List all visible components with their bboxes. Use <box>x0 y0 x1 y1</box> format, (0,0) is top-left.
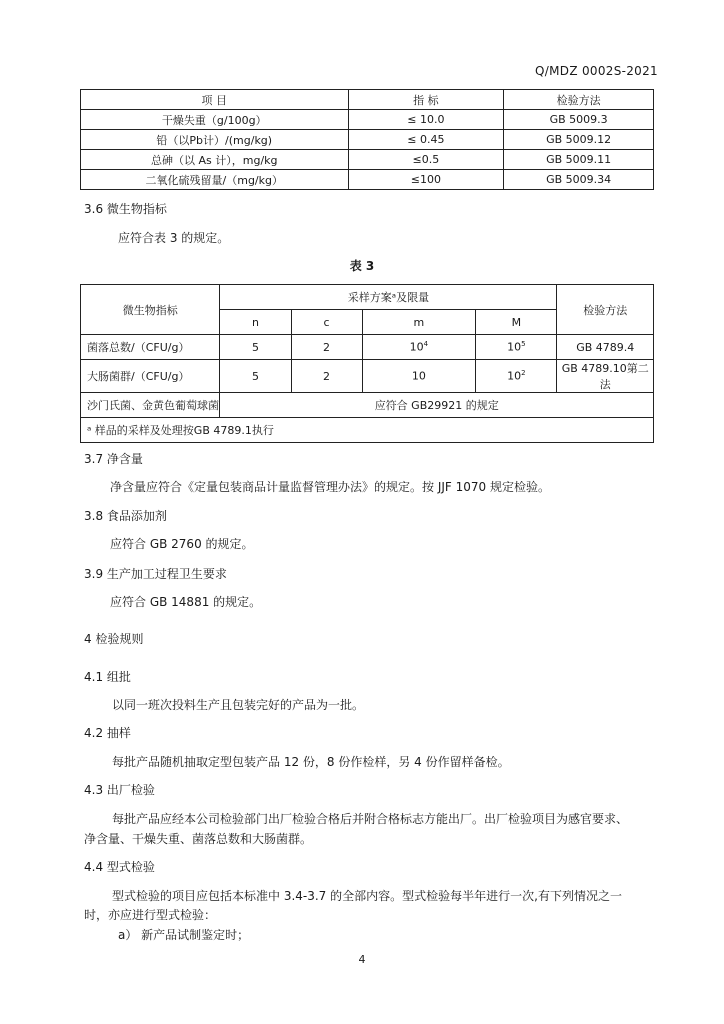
row-item: 二氧化硫残留量/（mg/kg） <box>81 170 349 190</box>
section-4-2-text: 每批产品随机抽取定型包装产品 12 份，8 份作检样，另 4 份作留样备检。 <box>112 755 510 769</box>
row-indicator: 菌落总数/（CFU/g） <box>81 335 220 360</box>
section-4-4-item-a: a） 新产品试制鉴定时； <box>118 928 250 942</box>
subheader-m: m <box>362 310 476 335</box>
microbiological-indicator-table <box>80 284 654 443</box>
table-footnote-row <box>81 418 654 443</box>
row-m <box>362 335 476 360</box>
row-c: 2 <box>291 335 362 360</box>
row-m-base: 10 <box>411 369 426 383</box>
header-indicator: 指 标 <box>348 90 504 110</box>
row-item: 干燥失重（g/100g） <box>81 110 349 130</box>
row-n: 5 <box>220 360 291 393</box>
section-4-2-heading: 4.2 抽样 <box>84 726 131 740</box>
table-row <box>81 170 654 190</box>
row-M <box>476 360 557 393</box>
header-indicator: 微生物指标 <box>81 285 220 335</box>
header-test-method: 检验方法 <box>557 285 654 335</box>
header-test-method: 检验方法 <box>504 90 654 110</box>
row-m-base: 10 <box>409 340 424 354</box>
table-row <box>81 360 654 393</box>
row-method: GB 5009.34 <box>504 170 654 190</box>
row-M-exponent: 5 <box>521 340 526 349</box>
header-item: 项 目 <box>81 90 349 110</box>
row-M-base: 10 <box>507 369 522 383</box>
table-3-caption: 表 3 <box>349 259 375 273</box>
row-c: 2 <box>291 360 362 393</box>
row-limit: ≤ 10.0 <box>348 110 504 130</box>
row-pathogen-requirement: 应符合 GB29921 的规定 <box>220 393 654 418</box>
table-row <box>81 335 654 360</box>
row-method: GB 5009.3 <box>504 110 654 130</box>
subheader-n: n <box>220 310 291 335</box>
section-3-7-text: 净含量应符合《定量包装商品计量监督管理办法》的规定。按 JJF 1070 规定检验。 <box>110 480 550 494</box>
row-item: 铅（以Pb计）/(mg/kg) <box>81 130 349 150</box>
table-row <box>81 110 654 130</box>
section-4-1-text: 以同一班次投料生产且包装完好的产品为一批。 <box>112 698 365 712</box>
row-limit: ≤0.5 <box>348 150 504 170</box>
section-4-4-text-line1: 型式检验的项目应包括本标准中 3.4-3.7 的全部内容。型式检验每半年进行一次,有下列情况之一 <box>112 889 622 903</box>
row-M-base: 10 <box>507 340 522 354</box>
table-row <box>81 130 654 150</box>
row-m <box>362 360 476 393</box>
row-n: 5 <box>220 335 291 360</box>
section-3-8-heading: 3.8 食品添加剂 <box>84 509 167 523</box>
section-3-9-heading: 3.9 生产加工过程卫生要求 <box>84 567 227 581</box>
table-footnote: ᵃ 样品的采样及处理按GB 4789.1执行 <box>81 418 654 443</box>
row-limit: ≤100 <box>348 170 504 190</box>
subheader-M: M <box>476 310 557 335</box>
row-indicator: 大肠菌群/（CFU/g） <box>81 360 220 393</box>
section-3-6-text: 应符合表 3 的规定。 <box>118 231 230 245</box>
section-3-6-heading: 3.6 微生物指标 <box>84 202 167 216</box>
section-3-9-text: 应符合 GB 14881 的规定。 <box>110 595 262 609</box>
row-M <box>476 335 557 360</box>
row-method: GB 4789.4 <box>557 335 654 360</box>
section-3-8-text: 应符合 GB 2760 的规定。 <box>110 537 254 551</box>
subheader-c: c <box>291 310 362 335</box>
quality-indicator-table <box>80 89 654 190</box>
row-limit: ≤ 0.45 <box>348 130 504 150</box>
section-4-3-text-line2: 净含量、干燥失重、菌落总数和大肠菌群。 <box>84 832 313 846</box>
header-sampling-plan: 采样方案ᵃ及限量 <box>220 285 557 310</box>
row-method: GB 5009.11 <box>504 150 654 170</box>
row-method: GB 5009.12 <box>504 130 654 150</box>
row-item: 总砷（以 As 计），mg/kg <box>81 150 349 170</box>
section-4-4-text-line2: 时，亦应进行型式检验： <box>84 908 217 922</box>
row-indicator-pathogens: 沙门氏菌、金黄色葡萄球菌 <box>81 393 220 418</box>
section-3-7-heading: 3.7 净含量 <box>84 452 143 466</box>
table-header-row <box>81 90 654 110</box>
row-M-exponent: 2 <box>521 369 526 378</box>
section-4-4-heading: 4.4 型式检验 <box>84 860 155 874</box>
section-4-heading: 4 检验规则 <box>84 632 144 646</box>
row-m-exponent: 4 <box>423 340 429 349</box>
section-4-3-text-line1: 每批产品应经本公司检验部门出厂检验合格后并附合格标志方能出厂。出厂检验项目为感官要求、 <box>112 812 629 826</box>
table-row <box>81 150 654 170</box>
section-4-1-heading: 4.1 组批 <box>84 670 131 684</box>
table-row <box>81 393 654 418</box>
document-code: Q/MDZ 0002S-2021 <box>535 64 658 78</box>
page-number: 4 <box>358 953 366 966</box>
section-4-3-heading: 4.3 出厂检验 <box>84 783 155 797</box>
row-method: GB 4789.10第二法 <box>557 360 654 393</box>
